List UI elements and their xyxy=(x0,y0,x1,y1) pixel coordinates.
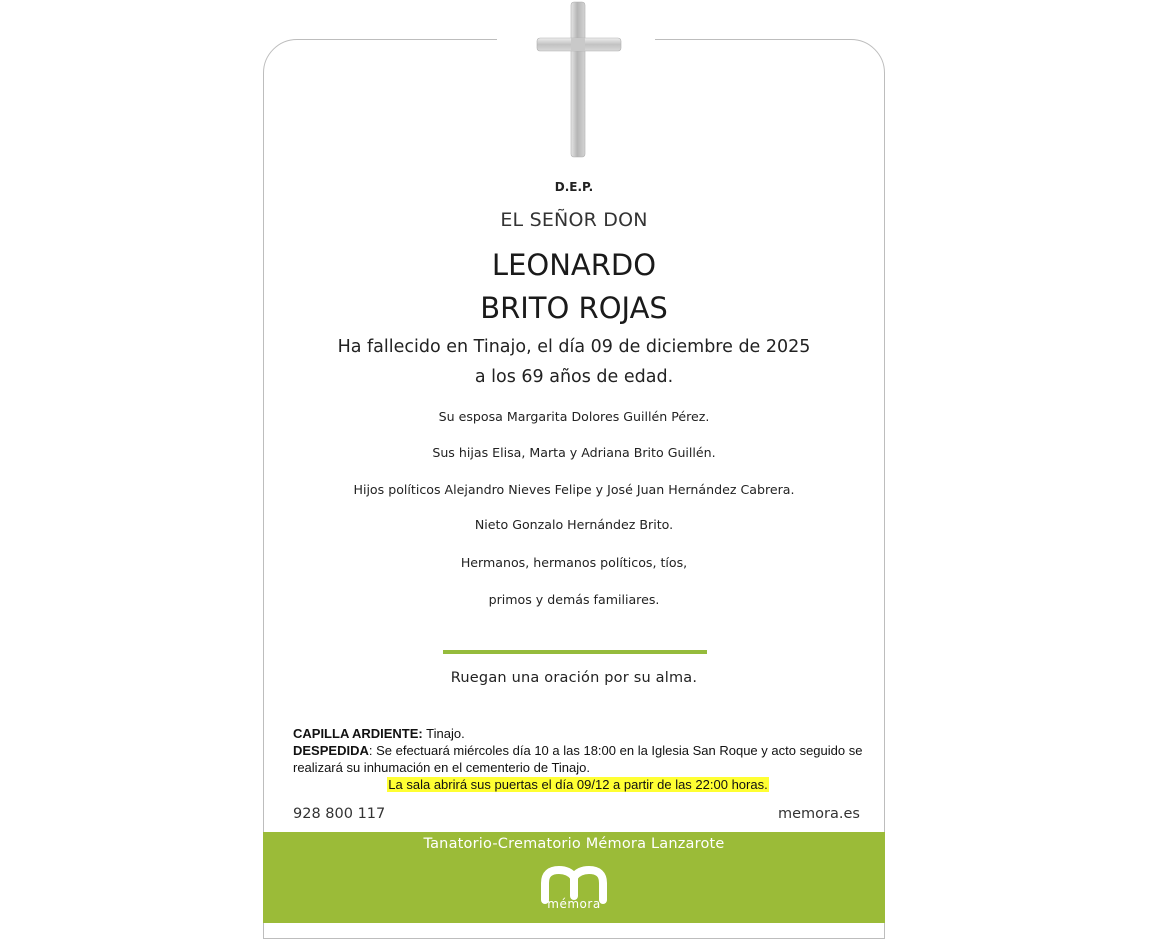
funeral-home-name: Tanatorio-Crematorio Mémora Lanzarote xyxy=(423,836,725,852)
honorific: EL SEÑOR DON xyxy=(500,209,648,231)
prayer-text: Ruegan una oración por su alma. xyxy=(450,670,698,686)
notice-line xyxy=(293,776,863,793)
highlighted-notice: La sala abrirá sus puertas el día 09/12 a partir de las 22:00 horas. xyxy=(388,777,768,792)
green-divider xyxy=(443,650,707,654)
family-line: Hermanos, hermanos políticos, tíos, xyxy=(460,555,688,570)
farewell-value: : Se efectuará miércoles día 10 a las 18:00 en la Iglesia San Roque y acto seguido se realizará su inhumación en el cementerio de Tinajo. xyxy=(293,743,863,775)
deceased-last-name: BRITO ROJAS xyxy=(480,291,668,325)
family-line: Sus hijas Elisa, Marta y Adriana Brito Guillén. xyxy=(432,445,716,460)
service-details xyxy=(293,725,863,793)
family-line: Hijos políticos Alejandro Nieves Felipe y José Juan Hernández Cabrera. xyxy=(353,482,795,497)
farewell-line xyxy=(293,742,863,776)
death-date-line: Ha fallecido en Tinajo, el día 09 de diciembre de 2025 xyxy=(337,337,811,357)
chapel-label: CAPILLA ARDIENTE: xyxy=(293,726,423,741)
chapel-line xyxy=(293,725,863,742)
phone-number: 928 800 117 xyxy=(293,806,386,822)
family-line: Su esposa Margarita Dolores Guillén Pérez. xyxy=(438,409,710,424)
website-link[interactable]: memora.es xyxy=(778,806,860,822)
chapel-value: Tinajo. xyxy=(422,726,465,741)
footer-band xyxy=(263,832,885,923)
cross-icon xyxy=(536,1,622,159)
family-line: primos y demás familiares. xyxy=(488,592,660,607)
deceased-first-name: LEONARDO xyxy=(491,248,657,282)
dep-label: D.E.P. xyxy=(554,180,594,194)
family-line: Nieto Gonzalo Hernández Brito. xyxy=(474,517,674,532)
logo-wordmark: mémora xyxy=(547,897,601,911)
age-line: a los 69 años de edad. xyxy=(474,367,674,387)
farewell-label: DESPEDIDA xyxy=(293,743,369,758)
